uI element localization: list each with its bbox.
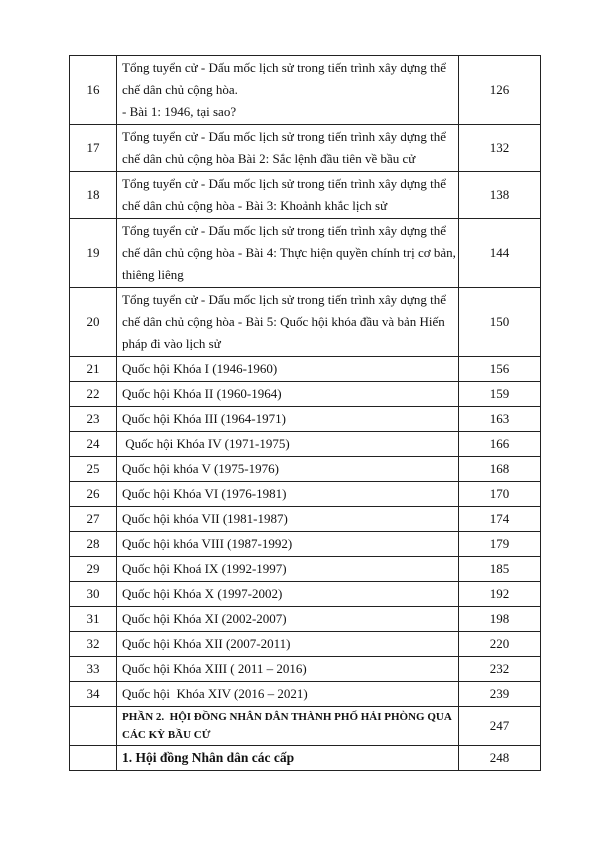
row-title-line: Tổng tuyển cử - Dấu mốc lịch sử trong tiến trình xây dựng thể — [122, 60, 447, 75]
row-number: 33 — [70, 657, 117, 682]
row-title-line: chế dân chủ cộng hòa. — [122, 82, 238, 97]
row-title — [117, 657, 459, 682]
row-number: 32 — [70, 632, 117, 657]
row-title-line: Tổng tuyển cử - Dấu mốc lịch sử trong tiến trình xây dựng thể — [122, 292, 447, 307]
row-page-number: 220 — [459, 632, 541, 657]
row-number: 25 — [70, 457, 117, 482]
row-page-number: 174 — [459, 507, 541, 532]
row-title — [117, 382, 459, 407]
row-page-number: 170 — [459, 482, 541, 507]
row-title-line: Quốc hội khóa V (1975-1976) — [122, 461, 279, 476]
row-title — [117, 632, 459, 657]
row-title-line: Quốc hội khóa VIII (1987-1992) — [122, 536, 293, 551]
row-title-line: Quốc hội Khóa III (1964-1971) — [122, 411, 286, 426]
row-number: 27 — [70, 507, 117, 532]
row-page-number: 239 — [459, 682, 541, 707]
row-page-number: 132 — [459, 125, 541, 172]
row-title-line: Quốc hội Khóa XII (2007-2011) — [122, 636, 291, 651]
row-title-line: Quốc hội Khoá IX (1992-1997) — [122, 561, 287, 576]
part-page-number: 247 — [459, 707, 541, 746]
toc-row — [70, 632, 541, 657]
row-title-line: chế dân chủ cộng hòa - Bài 3: Khoảnh khắc lịch sử — [122, 198, 388, 213]
toc-row — [70, 172, 541, 219]
row-title — [117, 457, 459, 482]
row-title — [117, 582, 459, 607]
row-number: 30 — [70, 582, 117, 607]
row-title — [117, 172, 459, 219]
row-title — [117, 56, 459, 125]
section-page-number: 248 — [459, 746, 541, 771]
row-title — [117, 557, 459, 582]
row-number: 26 — [70, 482, 117, 507]
row-number: 16 — [70, 56, 117, 125]
row-title — [117, 125, 459, 172]
row-title-line: chế dân chủ cộng hòa Bài 2: Sắc lệnh đầu tiên về bầu cử — [122, 151, 416, 166]
row-page-number: 156 — [459, 357, 541, 382]
row-page-number: 166 — [459, 432, 541, 457]
row-page-number: 185 — [459, 557, 541, 582]
toc-row — [70, 657, 541, 682]
toc-row — [70, 607, 541, 632]
row-title-line: Quốc hội Khóa II (1960-1964) — [122, 386, 282, 401]
row-page-number: 232 — [459, 657, 541, 682]
part-title-line: PHẦN 2. HỘI ĐỒNG NHÂN DÂN THÀNH PHỐ HẢI PHÒNG QUA — [122, 711, 452, 723]
toc-row — [70, 432, 541, 457]
row-number: 21 — [70, 357, 117, 382]
row-page-number: 159 — [459, 382, 541, 407]
row-title-line: thiêng liêng — [122, 267, 184, 282]
toc-row — [70, 219, 541, 288]
row-title-line: chế dân chủ cộng hòa - Bài 4: Thực hiện quyền chính trị cơ bản, — [122, 245, 456, 260]
row-page-number: 144 — [459, 219, 541, 288]
toc-row — [70, 482, 541, 507]
toc-row — [70, 457, 541, 482]
row-page-number: 168 — [459, 457, 541, 482]
row-number: 23 — [70, 407, 117, 432]
row-page-number: 138 — [459, 172, 541, 219]
empty-number-cell — [70, 746, 117, 771]
row-title — [117, 482, 459, 507]
toc-row — [70, 125, 541, 172]
row-title-line: Tổng tuyển cử - Dấu mốc lịch sử trong tiến trình xây dựng thể — [122, 176, 447, 191]
toc-body — [70, 56, 541, 771]
section-heading-row — [70, 746, 541, 771]
toc-row — [70, 582, 541, 607]
row-title — [117, 407, 459, 432]
part-title-line: CÁC KỲ BẦU CỬ — [122, 729, 211, 741]
row-title — [117, 219, 459, 288]
row-title — [117, 432, 459, 457]
row-title-line: pháp đi vào lịch sử — [122, 336, 221, 351]
row-title — [117, 357, 459, 382]
row-page-number: 179 — [459, 532, 541, 557]
row-page-number: 126 — [459, 56, 541, 125]
row-title-line: Quốc hội Khóa IV (1971-1975) — [122, 436, 290, 451]
row-page-number: 150 — [459, 288, 541, 357]
row-title-line: Quốc hội Khóa XIV (2016 – 2021) — [122, 686, 308, 701]
row-number: 22 — [70, 382, 117, 407]
toc-row — [70, 382, 541, 407]
row-number: 17 — [70, 125, 117, 172]
toc-row — [70, 557, 541, 582]
row-title-line: - Bài 1: 1946, tại sao? — [122, 104, 237, 119]
row-number: 31 — [70, 607, 117, 632]
document-page — [69, 55, 541, 771]
row-title-line: Tổng tuyển cử - Dấu mốc lịch sử trong tiến trình xây dựng thể — [122, 129, 447, 144]
row-title-line: Quốc hội Khóa I (1946-1960) — [122, 361, 278, 376]
section-title: 1. Hội đồng Nhân dân các cấp — [117, 746, 459, 771]
toc-row — [70, 357, 541, 382]
row-number: 34 — [70, 682, 117, 707]
row-title-line: Quốc hội Khóa VI (1976-1981) — [122, 486, 287, 501]
row-title-line: Quốc hội Khóa XIII ( 2011 – 2016) — [122, 661, 307, 676]
row-number: 18 — [70, 172, 117, 219]
row-number: 24 — [70, 432, 117, 457]
part-heading-row — [70, 707, 541, 746]
row-title — [117, 607, 459, 632]
empty-number-cell — [70, 707, 117, 746]
row-number: 19 — [70, 219, 117, 288]
toc-row — [70, 407, 541, 432]
row-title-line: Quốc hội Khóa XI (2002-2007) — [122, 611, 287, 626]
row-title-line: Quốc hội Khóa X (1997-2002) — [122, 586, 283, 601]
row-title-line: chế dân chủ cộng hòa - Bài 5: Quốc hội khóa đầu và bản Hiến — [122, 314, 445, 329]
row-number: 20 — [70, 288, 117, 357]
row-title-line: Quốc hội khóa VII (1981-1987) — [122, 511, 288, 526]
table-of-contents — [69, 55, 541, 771]
row-number: 28 — [70, 532, 117, 557]
row-title-line: Tổng tuyển cử - Dấu mốc lịch sử trong tiến trình xây dựng thể — [122, 223, 447, 238]
row-title — [117, 288, 459, 357]
row-title — [117, 507, 459, 532]
row-title — [117, 532, 459, 557]
toc-row — [70, 288, 541, 357]
toc-row — [70, 507, 541, 532]
toc-row — [70, 682, 541, 707]
toc-row — [70, 56, 541, 125]
part-title — [117, 707, 459, 746]
row-page-number: 163 — [459, 407, 541, 432]
row-page-number: 192 — [459, 582, 541, 607]
toc-row — [70, 532, 541, 557]
row-title — [117, 682, 459, 707]
row-page-number: 198 — [459, 607, 541, 632]
row-number: 29 — [70, 557, 117, 582]
